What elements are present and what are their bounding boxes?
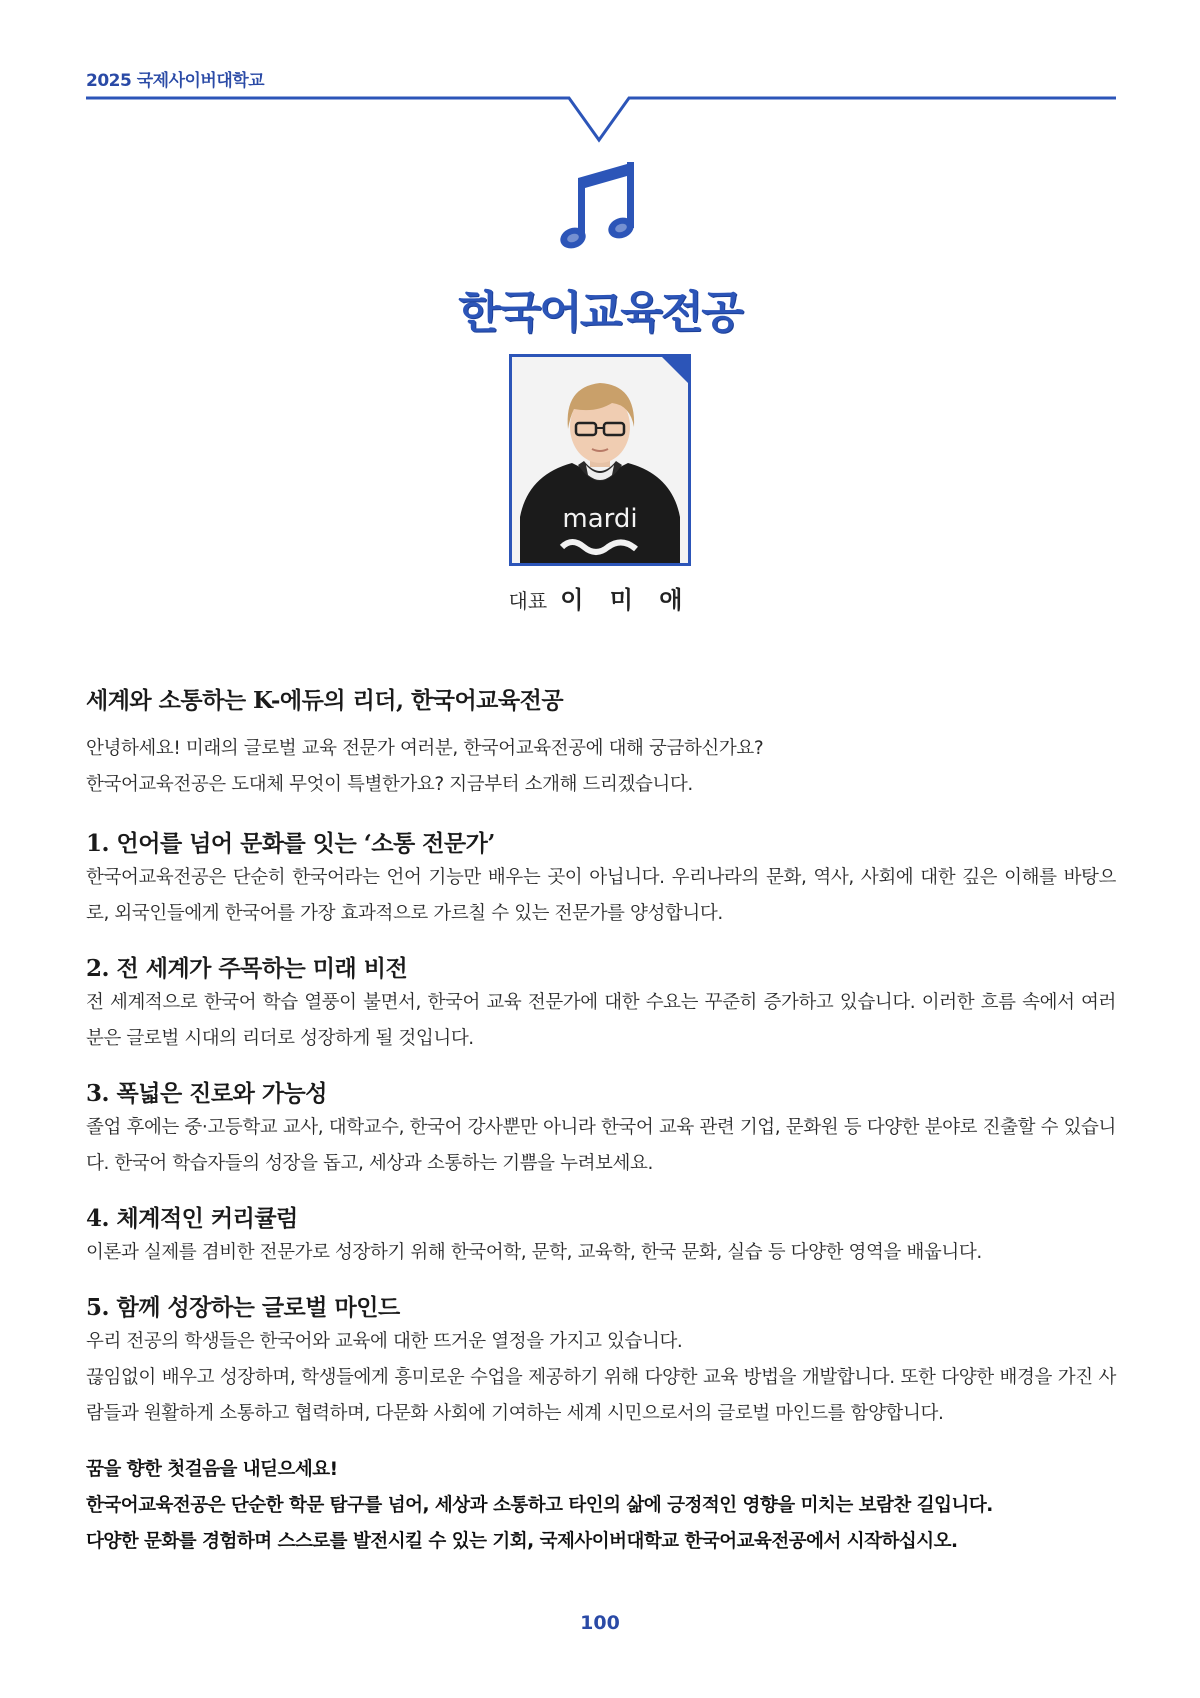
school-header-label: 2025 국제사이버대학교 — [86, 71, 265, 91]
section-5 — [86, 1289, 1116, 1432]
closing-line: 꿈을 향한 첫걸음을 내딛으세요! — [86, 1459, 338, 1480]
closing-line: 다양한 문화를 경험하며 스스로를 발전시킬 수 있는 기회, 국제사이버대학교 한국어교육전공에서 시작하십시오. — [86, 1531, 958, 1552]
representative-role: 대표 — [508, 589, 548, 613]
section-heading: 5. 함께 성장하는 글로벌 마인드 — [86, 1294, 400, 1321]
header-divider — [0, 0, 1200, 160]
representative-name: 이 미 애 — [560, 586, 692, 614]
closing-statement — [86, 1452, 1116, 1560]
representative-photo — [509, 354, 691, 566]
page-title: 한국어교육전공 — [458, 287, 742, 338]
section-1 — [86, 825, 1116, 932]
section-body: 끊임없이 배우고 성장하며, 학생들에게 흥미로운 수업을 제공하기 위해 다양한 교육 방법을 개발합니다. 또한 다양한 배경을 가진 사람들과 원활하게 소통하고 협력하며, 다문화 사회에 기여하는 세계 시민으로서의 글로벌 마인드를 함양합니다. — [86, 1367, 1116, 1424]
shirt-text: mardi — [562, 504, 638, 534]
article-body — [86, 682, 1116, 1560]
section-heading: 2. 전 세계가 주목하는 미래 비전 — [86, 955, 408, 982]
section-4 — [86, 1200, 1116, 1271]
intro-line: 안녕하세요! 미래의 글로벌 교육 전문가 여러분, 한국어교육전공에 대해 궁금하신가요? — [86, 738, 764, 759]
closing-line: 한국어교육전공은 단순한 학문 탐구를 넘어, 세상과 소통하고 타인의 삶에 긍정적인 영향을 미치는 보람찬 길입니다. — [86, 1495, 993, 1516]
section-body: 우리 전공의 학생들은 한국어와 교육에 대한 뜨거운 열정을 가지고 있습니다. — [86, 1331, 683, 1352]
intro-paragraph — [86, 731, 1116, 803]
section-body: 한국어교육전공은 단순히 한국어라는 언어 기능만 배우는 곳이 아닙니다. 우리나라의 문화, 역사, 사회에 대한 깊은 이해를 바탕으로, 외국인들에게 한국어를 가장 효과적으로 가르칠 수 있는 전문가를 양성합니다. — [86, 867, 1116, 924]
section-body: 전 세계적으로 한국어 학습 열풍이 불면서, 한국어 교육 전문가에 대한 수요는 꾸준히 증가하고 있습니다. 이러한 흐름 속에서 여러분은 글로벌 시대의 리더로 성장하게 될 것입니다. — [86, 992, 1116, 1049]
intro-heading: 세계와 소통하는 K-에듀의 리더, 한국어교육전공 — [86, 687, 564, 714]
section-body: 이론과 실제를 겸비한 전문가로 성장하기 위해 한국어학, 문학, 교육학, 한국 문화, 실습 등 다양한 영역을 배웁니다. — [86, 1242, 982, 1263]
section-3 — [86, 1075, 1116, 1182]
beamed-eighth-notes-icon — [560, 158, 640, 250]
section-heading: 3. 폭넓은 진로와 가능성 — [86, 1080, 327, 1107]
section-heading: 4. 체계적인 커리큘럼 — [86, 1205, 298, 1232]
page-number: 100 — [580, 1612, 620, 1634]
section-heading: 1. 언어를 넘어 문화를 잇는 ‘소통 전문가’ — [86, 830, 495, 857]
section-body: 졸업 후에는 중·고등학교 교사, 대학교수, 한국어 강사뿐만 아니라 한국어 교육 관련 기업, 문화원 등 다양한 분야로 진출할 수 있습니다. 한국어 학습자들의 성장을 돕고, 세상과 소통하는 기쁨을 누려보세요. — [86, 1117, 1116, 1174]
section-2 — [86, 950, 1116, 1057]
intro-line: 한국어교육전공은 도대체 무엇이 특별한가요? 지금부터 소개해 드리겠습니다. — [86, 774, 693, 795]
representative-caption — [0, 580, 1200, 615]
